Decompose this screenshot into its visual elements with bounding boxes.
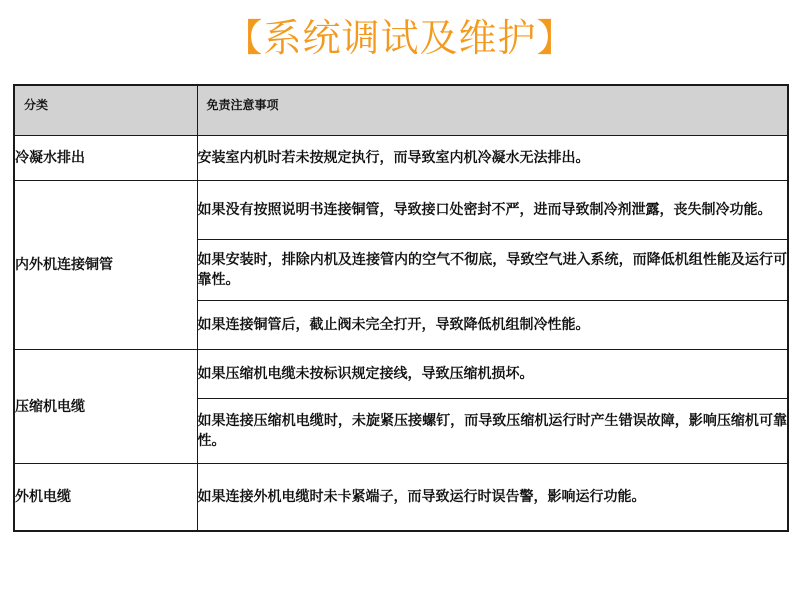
note-cell: 安装室内机时若未按规定执行，而导致室内机冷凝水无法排出。 [197, 136, 788, 181]
category-cell: 压缩机电缆 [14, 350, 197, 464]
note-cell: 如果连接铜管后，截止阀未完全打开，导致降低机组制冷性能。 [197, 301, 788, 350]
table-row [14, 136, 788, 181]
note-cell: 如果压缩机电缆未按标识规定接线，导致压缩机损坏。 [197, 350, 788, 399]
note-cell: 如果安装时，排除内机及连接管内的空气不彻底，导致空气进入系统，而降低机组性能及运行可靠性。 [197, 240, 788, 301]
table-header-row [14, 85, 788, 136]
category-cell: 内外机连接铜管 [14, 181, 197, 350]
category-cell: 外机电缆 [14, 464, 197, 532]
note-cell: 如果连接压缩机电缆时，未旋紧压接螺钉，而导致压缩机运行时产生错误故障，影响压缩机可靠性。 [197, 399, 788, 464]
table-row [14, 464, 788, 532]
disclaimer-table [13, 84, 789, 532]
category-cell: 冷凝水排出 [14, 136, 197, 181]
column-header-notes: 免责注意事项 [197, 85, 788, 136]
page-title: 【系统调试及维护】 [224, 16, 576, 60]
table-row [14, 181, 788, 240]
table-row [14, 350, 788, 399]
column-header-category: 分类 [14, 85, 197, 136]
note-cell: 如果连接外机电缆时未卡紧端子，而导致运行时误告警，影响运行功能。 [197, 464, 788, 532]
note-cell: 如果没有按照说明书连接铜管，导致接口处密封不严，进而导致制冷剂泄露，丧失制冷功能。 [197, 181, 788, 240]
